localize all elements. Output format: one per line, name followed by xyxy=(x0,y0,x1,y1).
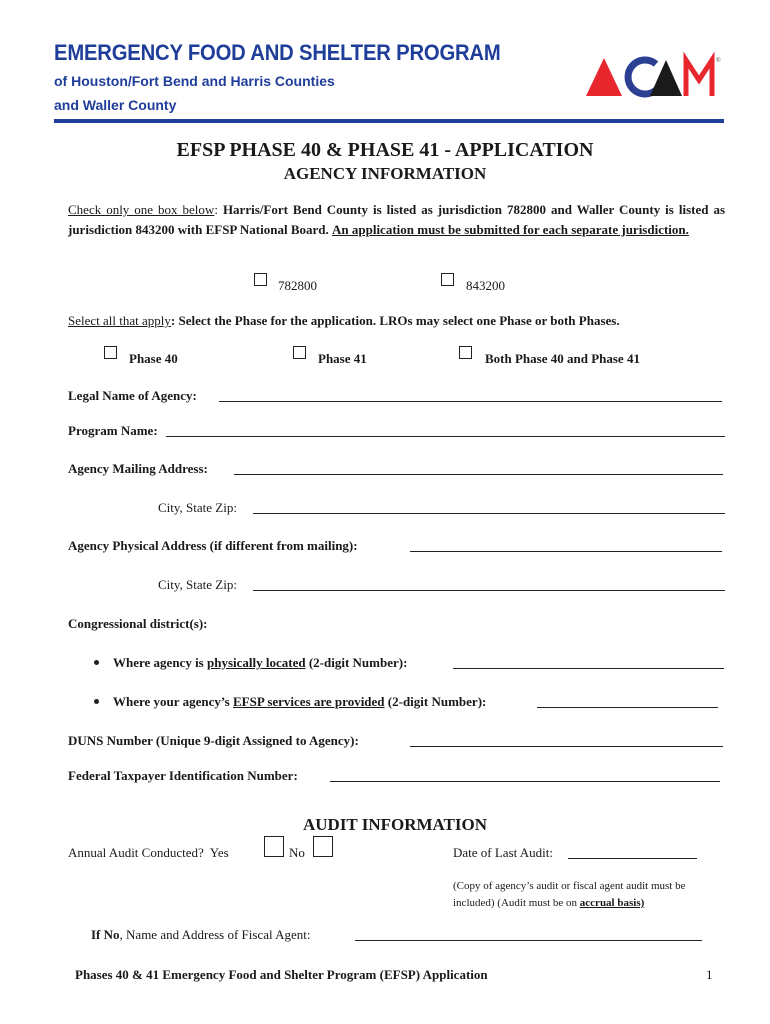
date-of-last-audit-label: Date of Last Audit: xyxy=(453,845,554,860)
audit-note: (Copy of agency’s audit or fiscal agent audit must be included) (Audit must be on accrual basis) xyxy=(453,880,686,909)
fiscal-agent-label: If No, Name and Address of Fiscal Agent: xyxy=(91,927,311,942)
city-state-zip-label-2: City, State Zip: xyxy=(158,577,237,592)
svg-text:®: ® xyxy=(716,58,721,64)
checkbox-audit-no[interactable] xyxy=(313,836,333,857)
label-843200: 843200 xyxy=(466,278,505,293)
bullet xyxy=(94,699,99,704)
label-audit-no: No xyxy=(289,845,305,860)
duns-field[interactable] xyxy=(410,746,723,747)
congressional-districts-label: Congressional district(s): xyxy=(68,616,208,631)
label-782800: 782800 xyxy=(278,278,317,293)
jurisdiction-body: Harris/Fort Bend County is listed as jurisdiction 782800 and Waller County is listed as jurisdiction 843200 with EFSP National Board. xyxy=(68,202,726,237)
org-subtitle-line2: and Waller County xyxy=(54,97,177,113)
audit-heading: AUDIT INFORMATION xyxy=(302,815,488,834)
checkbox-843200[interactable] xyxy=(441,273,454,286)
date-of-last-audit-field[interactable] xyxy=(568,858,697,859)
duns-label: DUNS Number (Unique 9-digit Assigned to Agency): xyxy=(68,733,359,748)
checkbox-both-phases[interactable] xyxy=(459,346,472,359)
org-subtitle-line1: of Houston/Fort Bend and Harris Counties xyxy=(54,73,335,89)
physical-address-label: Agency Physical Address (if different from mailing): xyxy=(68,538,358,553)
city-state-zip-field[interactable] xyxy=(253,513,725,514)
header-divider xyxy=(54,119,724,123)
mailing-address-label: Agency Mailing Address: xyxy=(68,461,208,476)
district-services-label: Where your agency’s EFSP services are provided (2-digit Number): xyxy=(113,694,487,709)
checkbox-phase-41[interactable] xyxy=(293,346,306,359)
jurisdiction-requirement: An application must be submitted for each separate jurisdiction. xyxy=(332,221,689,237)
bullet xyxy=(94,660,99,665)
city-state-zip-label: City, State Zip: xyxy=(158,500,237,515)
page-title: EFSP PHASE 40 & PHASE 41 - APPLICATION xyxy=(176,139,594,161)
physical-address-field[interactable] xyxy=(410,551,722,552)
legal-name-field[interactable] xyxy=(219,401,722,402)
checkbox-audit-yes[interactable] xyxy=(264,836,284,857)
page-number: 1 xyxy=(706,967,713,982)
audit-question: Annual Audit Conducted? Yes xyxy=(68,845,229,860)
checkbox-phase-40[interactable] xyxy=(104,346,117,359)
district-located-label: Where agency is physically located (2-digit Number): xyxy=(113,655,408,670)
phase-instructions: Select all that apply: Select the Phase for the application. LROs may select one Phase or both Phases. xyxy=(68,313,620,328)
section-agency-heading: AGENCY INFORMATION xyxy=(283,164,487,183)
label-phase-41: Phase 41 xyxy=(318,351,367,366)
district-services-field[interactable] xyxy=(537,707,718,708)
tin-label: Federal Taxpayer Identification Number: xyxy=(68,768,298,783)
legal-name-label: Legal Name of Agency: xyxy=(68,388,197,403)
program-name-field[interactable] xyxy=(166,436,725,437)
tin-field[interactable] xyxy=(330,781,720,782)
jurisdiction-instructions: Check only one box below: Harris/Fort Bend County is listed as jurisdiction 782800 and Waller County is listed as jurisdiction 843200 with EFSP National Board. An application must be submitted for each separate jurisdiction. xyxy=(68,202,726,237)
label-both-phases: Both Phase 40 and Phase 41 xyxy=(485,351,640,366)
program-name-label: Program Name: xyxy=(68,423,158,438)
jurisdiction-instruction-lead: Check only one box below xyxy=(68,202,215,217)
checkbox-782800[interactable] xyxy=(254,273,267,286)
mailing-address-field[interactable] xyxy=(234,474,723,475)
city-state-zip-field-2[interactable] xyxy=(253,590,725,591)
acam-logo xyxy=(586,52,722,98)
footer-text: Phases 40 & 41 Emergency Food and Shelter Program (EFSP) Application xyxy=(75,967,488,982)
org-title: EMERGENCY FOOD AND SHELTER PROGRAM xyxy=(54,40,501,65)
label-phase-40: Phase 40 xyxy=(129,351,178,366)
fiscal-agent-field[interactable] xyxy=(355,940,702,941)
district-located-field[interactable] xyxy=(453,668,724,669)
